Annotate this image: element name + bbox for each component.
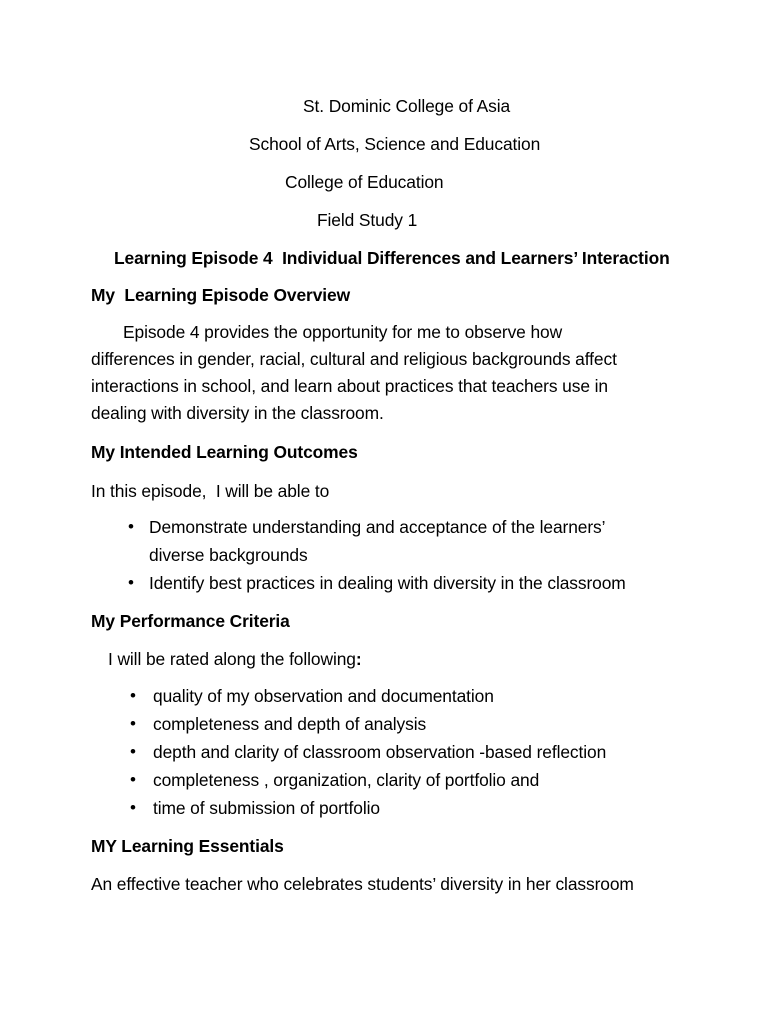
criteria-item: depth and clarity of classroom observation -based reflection [153, 742, 607, 762]
outcome-item-line: diverse backgrounds [149, 545, 308, 565]
criteria-intro [108, 648, 362, 670]
criteria-heading: My Performance Criteria [91, 611, 290, 631]
criteria-item: quality of my observation and documentation [153, 686, 494, 706]
criteria-item: completeness and depth of analysis [153, 714, 427, 734]
essentials-heading: MY Learning Essentials [91, 836, 284, 856]
criteria-item: completeness , organization, clarity of portfolio and [153, 770, 540, 790]
outcome-item-line: Identify best practices in dealing with diversity in the classroom [149, 573, 626, 593]
overview-line: differences in gender, racial, cultural and religious backgrounds affect [91, 349, 617, 369]
bullet-icon: • [128, 573, 134, 592]
overview-line: interactions in school, and learn about practices that teachers use in [91, 376, 608, 396]
episode-title: Learning Episode 4 Individual Differences and Learners’ Interaction [114, 248, 670, 268]
essentials-text: An effective teacher who celebrates students’ diversity in her classroom [91, 874, 634, 894]
outcomes-heading: My Intended Learning Outcomes [91, 442, 358, 462]
overview-line: dealing with diversity in the classroom. [91, 403, 384, 423]
bullet-icon: • [130, 770, 136, 789]
criteria-intro-text: I will be rated along the following [108, 649, 356, 669]
bullet-icon: • [130, 742, 136, 761]
bullet-icon: • [130, 714, 136, 733]
outcomes-intro: In this episode, I will be able to [91, 481, 330, 501]
college-name: College of Education [285, 172, 444, 192]
school-name: St. Dominic College of Asia [303, 96, 511, 116]
outcome-item-line: Demonstrate understanding and acceptance of the learners’ [149, 517, 606, 537]
overview-heading: My Learning Episode Overview [91, 285, 351, 305]
criteria-item: time of submission of portfolio [153, 798, 380, 818]
criteria-intro-colon: : [355, 649, 362, 669]
bullet-icon: • [128, 517, 134, 536]
course-name: Field Study 1 [317, 210, 418, 230]
bullet-icon: • [130, 686, 136, 705]
bullet-icon: • [130, 798, 136, 817]
overview-line: Episode 4 provides the opportunity for me to observe how [123, 322, 563, 342]
department-name: School of Arts, Science and Education [249, 134, 541, 154]
